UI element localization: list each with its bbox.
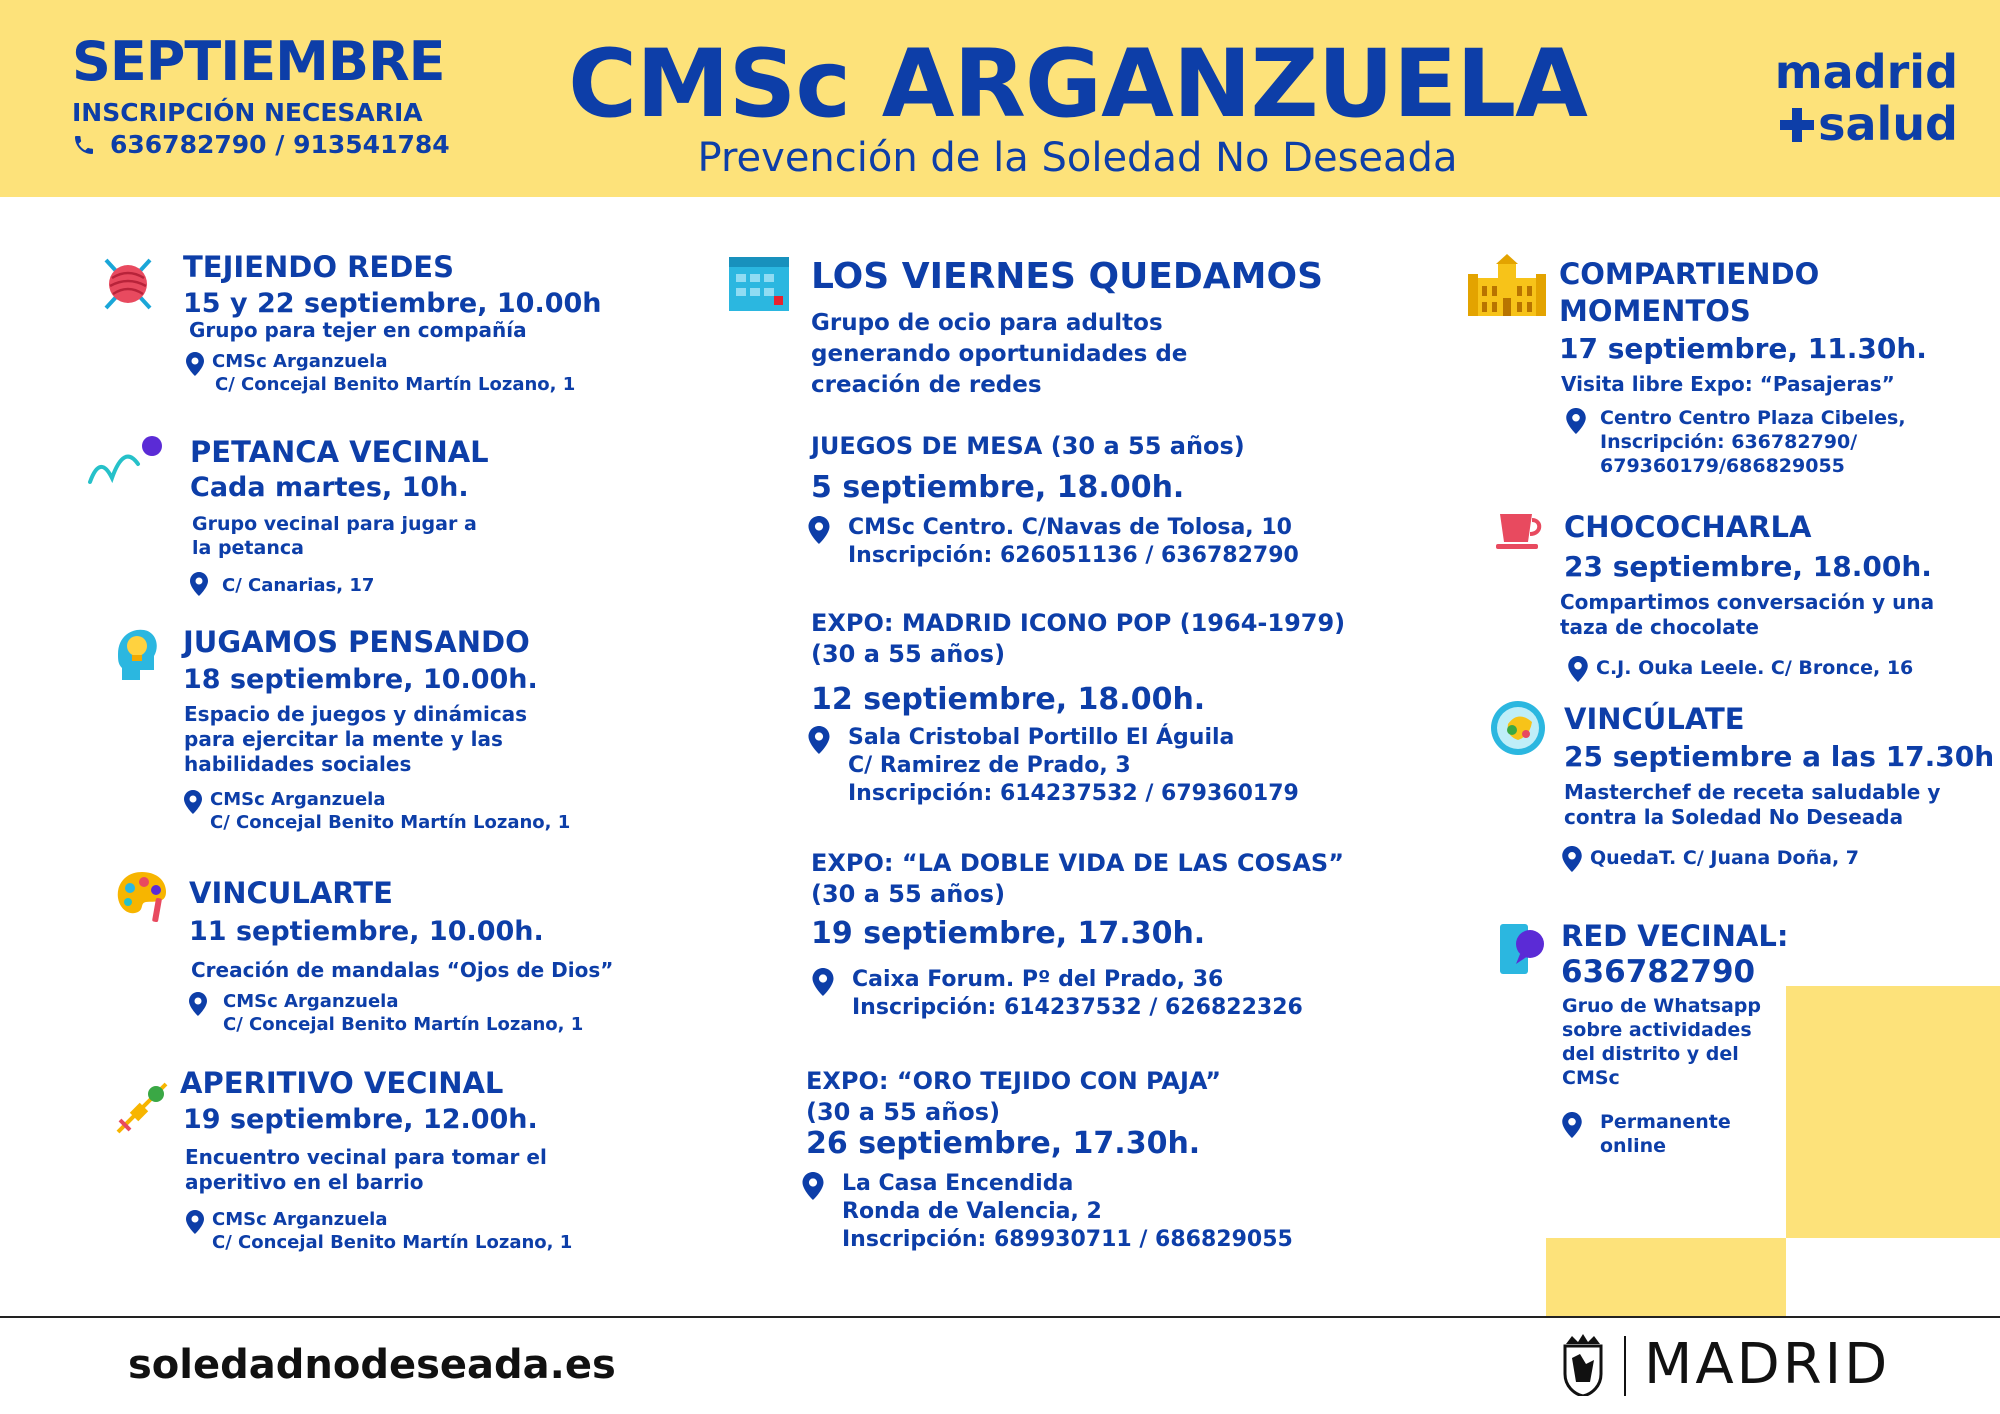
location-pin-icon	[1562, 846, 1582, 872]
activity-date: 18 septiembre, 10.00h.	[183, 664, 538, 695]
cross-icon	[1780, 108, 1814, 142]
activity-title-line: MOMENTOS	[1559, 294, 1751, 328]
footer-separator	[1624, 1336, 1626, 1396]
cup-icon	[1496, 510, 1544, 552]
location-line: CMSc Arganzuela	[210, 789, 386, 810]
location-line: C/ Canarias, 17	[222, 575, 375, 596]
activity-date: 15 y 22 septiembre, 10.00h	[183, 288, 602, 319]
activity-title: JUGAMOS PENSANDO	[183, 625, 530, 659]
activity-title-line: 636782790	[1561, 954, 1756, 990]
event-name	[811, 848, 1344, 910]
location-pin-icon	[186, 1210, 204, 1234]
activity-location[interactable]	[1566, 406, 1906, 478]
activity-date: 25 septiembre a las 17.30h	[1564, 740, 1995, 773]
yarn-icon	[100, 256, 156, 312]
chat-phone-icon	[1498, 920, 1548, 976]
activity-location[interactable]	[1562, 844, 1859, 872]
event-age-line: (30 a 55 años)	[806, 1098, 1001, 1126]
activity-title-line: RED VECINAL:	[1561, 919, 1789, 953]
activity-title: VINCÚLATE	[1564, 702, 1745, 736]
activity-description: Compartimos conversación y una taza de chocolate	[1560, 590, 1935, 639]
palette-icon	[114, 868, 170, 924]
page-title: CMSc ARGANZUELA	[568, 30, 1587, 139]
location-line: Centro Centro Plaza Cibeles,	[1600, 407, 1906, 429]
activity-location[interactable]	[1568, 654, 1913, 682]
madrid-crest-icon	[1562, 1334, 1604, 1396]
footer-url[interactable]: soledadnodeseada.es	[128, 1342, 616, 1388]
footer-divider	[0, 1316, 2000, 1318]
event-location[interactable]	[802, 1170, 1293, 1254]
location-line: QuedaT. C/ Juana Doña, 7	[1590, 847, 1859, 869]
location-line: CMSc Arganzuela	[223, 991, 399, 1012]
event-location[interactable]	[808, 514, 1299, 570]
event-date: 5 septiembre, 18.00h.	[811, 470, 1185, 505]
location-pin-icon	[190, 572, 208, 596]
activity-title: TEJIENDO REDES	[183, 250, 454, 284]
event-name	[806, 1066, 1221, 1128]
page-subtitle: Prevención de la Soledad No Deseada	[697, 135, 1458, 181]
location-line: C/ Ramirez de Prado, 3	[848, 753, 1131, 778]
location-line: La Casa Encendida	[842, 1171, 1074, 1196]
event-location[interactable]	[812, 966, 1303, 1022]
location-line: Inscripción: 614237532 / 679360179	[848, 781, 1299, 806]
section-description: Grupo de ocio para adultos generando oportunidades de creación de redes	[811, 310, 1188, 398]
location-line: C/ Concejal Benito Martín Lozano, 1	[215, 374, 576, 395]
activity-description: Gruo de Whatsapp sobre actividades del distrito y del CMSc	[1562, 995, 1761, 1089]
location-line: C/ Concejal Benito Martín Lozano, 1	[212, 1232, 573, 1253]
activity-title: PETANCA VECINAL	[190, 435, 489, 469]
head-lightbulb-icon	[110, 626, 162, 682]
location-line: Inscripción: 614237532 / 626822326	[852, 995, 1303, 1020]
activity-date: 23 septiembre, 18.00h.	[1564, 550, 1932, 583]
deco-block-bottom	[1546, 1238, 1786, 1316]
event-age-line: (30 a 55 años)	[811, 880, 1006, 908]
activity-description: Creación de mandalas “Ojos de Dios”	[191, 958, 614, 982]
event-age-line: (30 a 55 años)	[811, 640, 1006, 668]
activity-title: APERITIVO VECINAL	[180, 1066, 504, 1100]
location-pin-icon	[1562, 1112, 1582, 1138]
activity-description: Grupo vecinal para jugar a la petanca	[192, 513, 477, 559]
activity-location[interactable]	[186, 350, 575, 396]
event-name-line: EXPO: “ORO TEJIDO CON PAJA”	[806, 1067, 1222, 1095]
location-line: C/ Concejal Benito Martín Lozano, 1	[210, 812, 571, 833]
section-title: LOS VIERNES QUEDAMOS	[811, 256, 1323, 297]
location-line: Sala Cristobal Portillo El Águila	[848, 725, 1235, 750]
logo-line2: salud	[1818, 97, 1958, 151]
madrid-salud-logo	[1775, 46, 1958, 150]
activity-description: Encuentro vecinal para tomar el aperitivo en el barrio	[185, 1145, 547, 1194]
location-line: 679360179/686829055	[1600, 455, 1845, 477]
location-line: Inscripción: 626051136 / 636782790	[848, 543, 1299, 568]
location-pin-icon	[184, 790, 202, 814]
location-line: CMSc Arganzuela	[212, 351, 388, 372]
plate-icon	[1490, 700, 1546, 756]
activity-title: CHOCOCHARLA	[1564, 510, 1812, 544]
month-heading: SEPTIEMBRE	[72, 30, 445, 93]
header-phones-text: 636782790 / 913541784	[110, 130, 450, 159]
location-line: CMSc Centro. C/Navas de Tolosa, 10	[848, 515, 1292, 540]
location-line: Ronda de Valencia, 2	[842, 1199, 1102, 1224]
deco-block-right	[1786, 986, 2000, 1238]
activity-date: 17 septiembre, 11.30h.	[1559, 332, 1927, 365]
event-date: 19 septiembre, 17.30h.	[811, 916, 1206, 951]
location-line: Caixa Forum. Pº del Prado, 36	[852, 967, 1224, 992]
activity-title: VINCULARTE	[189, 876, 393, 910]
location-pin-icon	[189, 992, 207, 1016]
event-name-line: EXPO: MADRID ICONO POP (1964-1979)	[811, 609, 1346, 637]
activity-date: 11 septiembre, 10.00h.	[189, 916, 544, 947]
activity-description: Grupo para tejer en compañía	[189, 318, 527, 342]
activity-location[interactable]	[1562, 1110, 1731, 1158]
activity-title	[1561, 918, 1788, 990]
event-name-line: EXPO: “LA DOBLE VIDA DE LAS COSAS”	[811, 849, 1344, 877]
location-line: C/ Concejal Benito Martín Lozano, 1	[223, 1014, 584, 1035]
location-line: online	[1600, 1135, 1667, 1157]
logo-line1: madrid	[1774, 45, 1958, 99]
activity-description: Espacio de juegos y dinámicas para ejercitar la mente y las habilidades sociales	[184, 702, 528, 776]
location-pin-icon	[802, 1172, 824, 1200]
activity-date: Cada martes, 10h.	[190, 472, 469, 503]
location-pin-icon	[1568, 656, 1588, 682]
activity-location[interactable]	[186, 1208, 572, 1254]
calendar-icon	[728, 256, 790, 312]
location-pin-icon	[186, 352, 204, 376]
activity-location[interactable]	[189, 990, 583, 1036]
skewer-icon	[114, 1080, 170, 1136]
event-date: 26 septiembre, 17.30h.	[806, 1126, 1201, 1161]
palace-icon	[1468, 254, 1546, 316]
activity-title-line: COMPARTIENDO	[1559, 257, 1820, 291]
activity-date: 19 septiembre, 12.00h.	[183, 1104, 538, 1135]
location-line: Inscripción: 689930711 / 686829055	[842, 1227, 1293, 1252]
location-pin-icon	[808, 516, 830, 544]
event-date: 12 septiembre, 18.00h.	[811, 682, 1206, 717]
location-pin-icon	[808, 726, 830, 754]
activity-description: Masterchef de receta saludable y contra la Soledad No Deseada	[1564, 780, 1941, 829]
event-name: JUEGOS DE MESA (30 a 55 años)	[811, 432, 1245, 460]
location-pin-icon	[1566, 408, 1586, 434]
location-line: Permanente	[1600, 1111, 1731, 1133]
inscription-note: INSCRIPCIÓN NECESARIA	[72, 98, 423, 127]
activity-location[interactable]	[190, 570, 374, 597]
activity-title	[1559, 256, 1819, 330]
madrid-logo-text: MADRID	[1644, 1332, 1891, 1397]
location-pin-icon	[812, 968, 834, 996]
location-line: C.J. Ouka Leele. C/ Bronce, 16	[1596, 657, 1914, 679]
petanque-icon	[86, 434, 166, 488]
location-line: Inscripción: 636782790/	[1600, 431, 1858, 453]
event-location[interactable]	[808, 724, 1299, 808]
event-name	[811, 608, 1345, 670]
activity-location[interactable]	[184, 788, 570, 834]
location-line: CMSc Arganzuela	[212, 1209, 388, 1230]
activity-description: Visita libre Expo: “Pasajeras”	[1561, 372, 1895, 396]
